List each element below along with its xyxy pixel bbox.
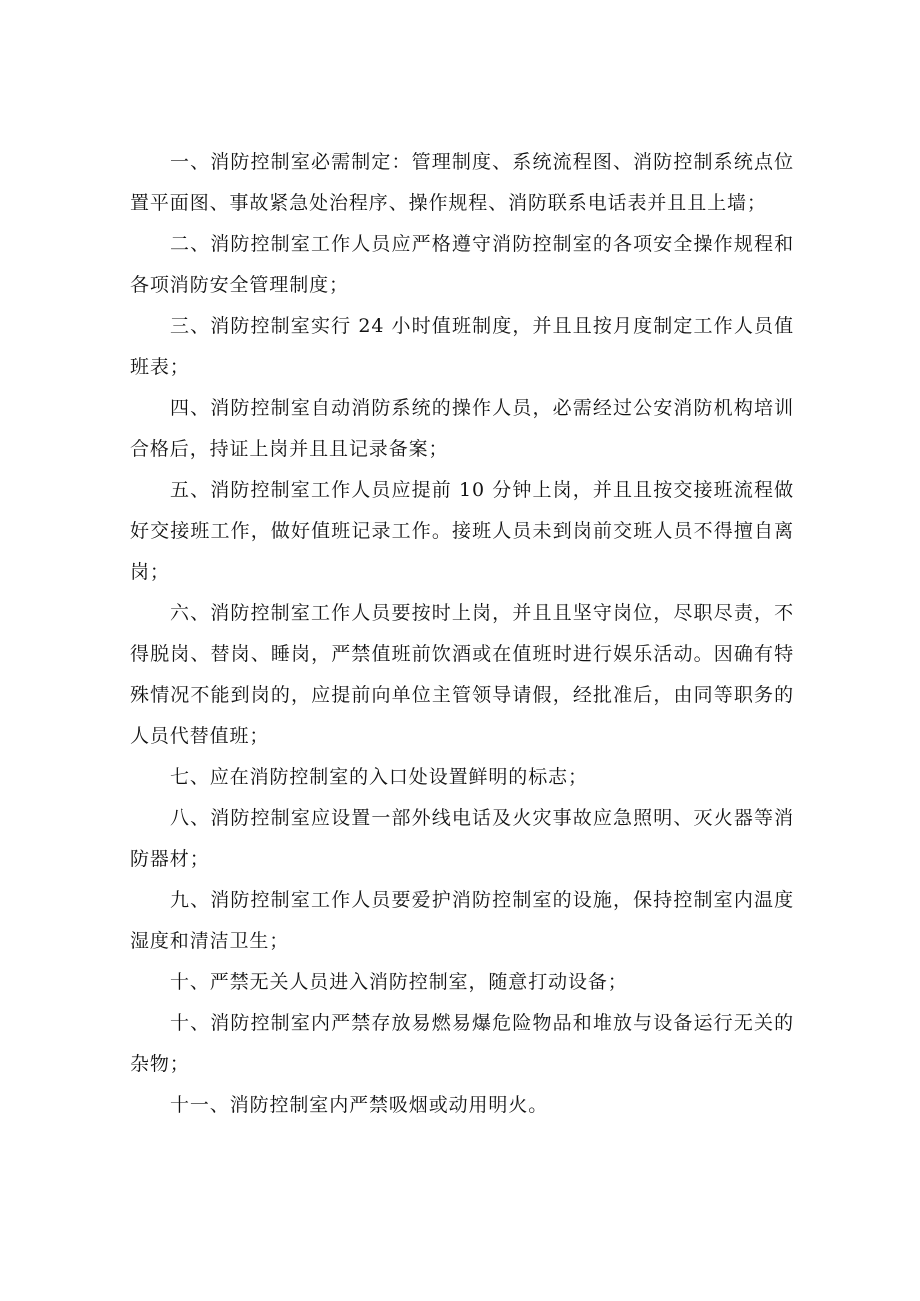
paragraph-1: 一、消防控制室必需制定：管理制度、系统流程图、消防控制系统点位置平面图、事故紧急处治程序、操作规程、消防联系电话表并且且上墙； [130, 151, 794, 214]
paragraph-6: 六、消防控制室工作人员要按时上岗，并且且坚守岗位，尽职尽责，不得脱岗、替岗、睡岗，严禁值班前饮酒或在值班时进行娱乐活动。因确有特殊情况不能到岗的，应提前向单位主管领导请假，经批准后，由同等职务的人员代替值班； [130, 602, 794, 747]
paragraph-4: 四、消防控制室自动消防系统的操作人员，必需经过公安消防机构培训合格后，持证上岗并且且记录备案； [130, 397, 794, 460]
paragraph-2: 二、消防控制室工作人员应严格遵守消防控制室的各项安全操作规程和各项消防安全管理制度； [130, 233, 794, 296]
paragraph-3: 三、消防控制室实行 24 小时值班制度，并且且按月度制定工作人员值班表； [130, 315, 794, 378]
paragraph-8: 八、消防控制室应设置一部外线电话及火灾事故应急照明、灭火器等消防器材； [130, 807, 794, 870]
paragraph-9: 九、消防控制室工作人员要爱护消防控制室的设施，保持控制室内温度湿度和清洁卫生； [130, 889, 794, 952]
paragraph-12: 十一、消防控制室内严禁吸烟或动用明火。 [170, 1094, 549, 1116]
paragraph-10: 十、严禁无关人员进入消防控制室，随意打动设备； [170, 971, 628, 993]
document-body [130, 142, 794, 1126]
paragraph-11: 十、消防控制室内严禁存放易燃易爆危险物品和堆放与设备运行无关的杂物； [130, 1012, 794, 1075]
paragraph-7: 七、应在消防控制室的入口处设置鲜明的标志； [170, 766, 588, 788]
paragraph-5: 五、消防控制室工作人员应提前 10 分钟上岗，并且且按交接班流程做好交接班工作，做好值班记录工作。接班人员未到岗前交班人员不得擅自离岗； [130, 479, 794, 583]
